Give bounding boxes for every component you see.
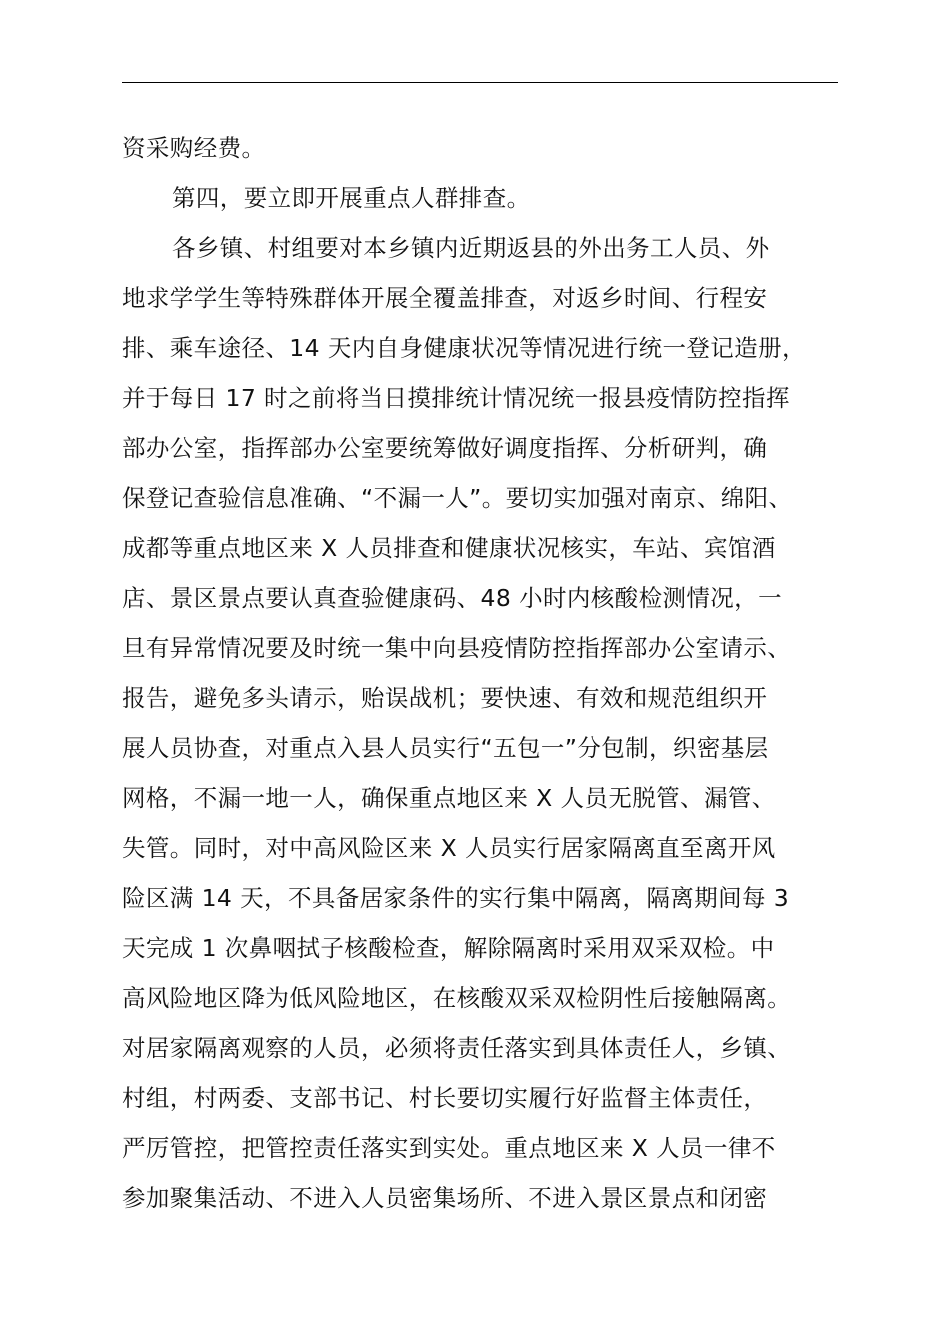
header-rule [122, 82, 838, 83]
text-line: 对居家隔离观察的人员，必须将责任落实到具体责任人，乡镇、 [122, 1034, 792, 1062]
text-line: 排、乘车途径、14 天内自身健康状况等情况进行统一登记造册， [122, 334, 806, 362]
text-line: 报告，避免多头请示，贻误战机；要快速、有效和规范组织开 [122, 684, 768, 712]
text-line: 成都等重点地区来 X 人员排查和健康状况核实，车站、宾馆酒 [122, 534, 776, 562]
text-line: 旦有异常情况要及时统一集中向县疫情防控指挥部办公室请示、 [122, 634, 792, 662]
text-line: 严厉管控，把管控责任落实到实处。重点地区来 X 人员一律不 [122, 1134, 776, 1162]
text-line: 天完成 1 次鼻咽拭子核酸检查，解除隔离时采用双采双检。中 [122, 934, 775, 962]
text-line: 网格，不漏一地一人，确保重点地区来 X 人员无脱管、漏管、 [122, 784, 776, 812]
text-line: 并于每日 17 时之前将当日摸排统计情况统一报县疫情防控指挥 [122, 384, 790, 412]
text-line: 展人员协查，对重点入县人员实行“五包一”分包制，织密基层 [122, 734, 769, 762]
text-line: 失管。同时，对中高风险区来 X 人员实行居家隔离直至离开风 [122, 834, 776, 862]
section-heading: 第四，要立即开展重点人群排查。 [172, 184, 531, 212]
text-line: 地求学学生等特殊群体开展全覆盖排查，对返乡时间、行程安 [122, 284, 768, 312]
text-line: 高风险地区降为低风险地区，在核酸双采双检阴性后接触隔离。 [122, 984, 792, 1012]
text-line: 部办公室，指挥部办公室要统筹做好调度指挥、分析研判，确 [122, 434, 768, 462]
text-line: 参加聚集活动、不进入人员密集场所、不进入景区景点和闭密 [122, 1184, 768, 1212]
paragraph-first-line: 各乡镇、村组要对本乡镇内近期返县的外出务工人员、外 [172, 234, 770, 262]
text-line: 险区满 14 天，不具备居家条件的实行集中隔离，隔离期间每 3 [122, 884, 790, 912]
text-line: 店、景区景点要认真查验健康码、48 小时内核酸检测情况，一 [122, 584, 782, 612]
text-line-continuation: 资采购经费。 [122, 134, 266, 162]
text-line: 保登记查验信息准确、“不漏一人”。要切实加强对南京、绵阳、 [122, 484, 793, 512]
text-line: 村组，村两委、支部书记、村长要切实履行好监督主体责任， [122, 1084, 768, 1112]
